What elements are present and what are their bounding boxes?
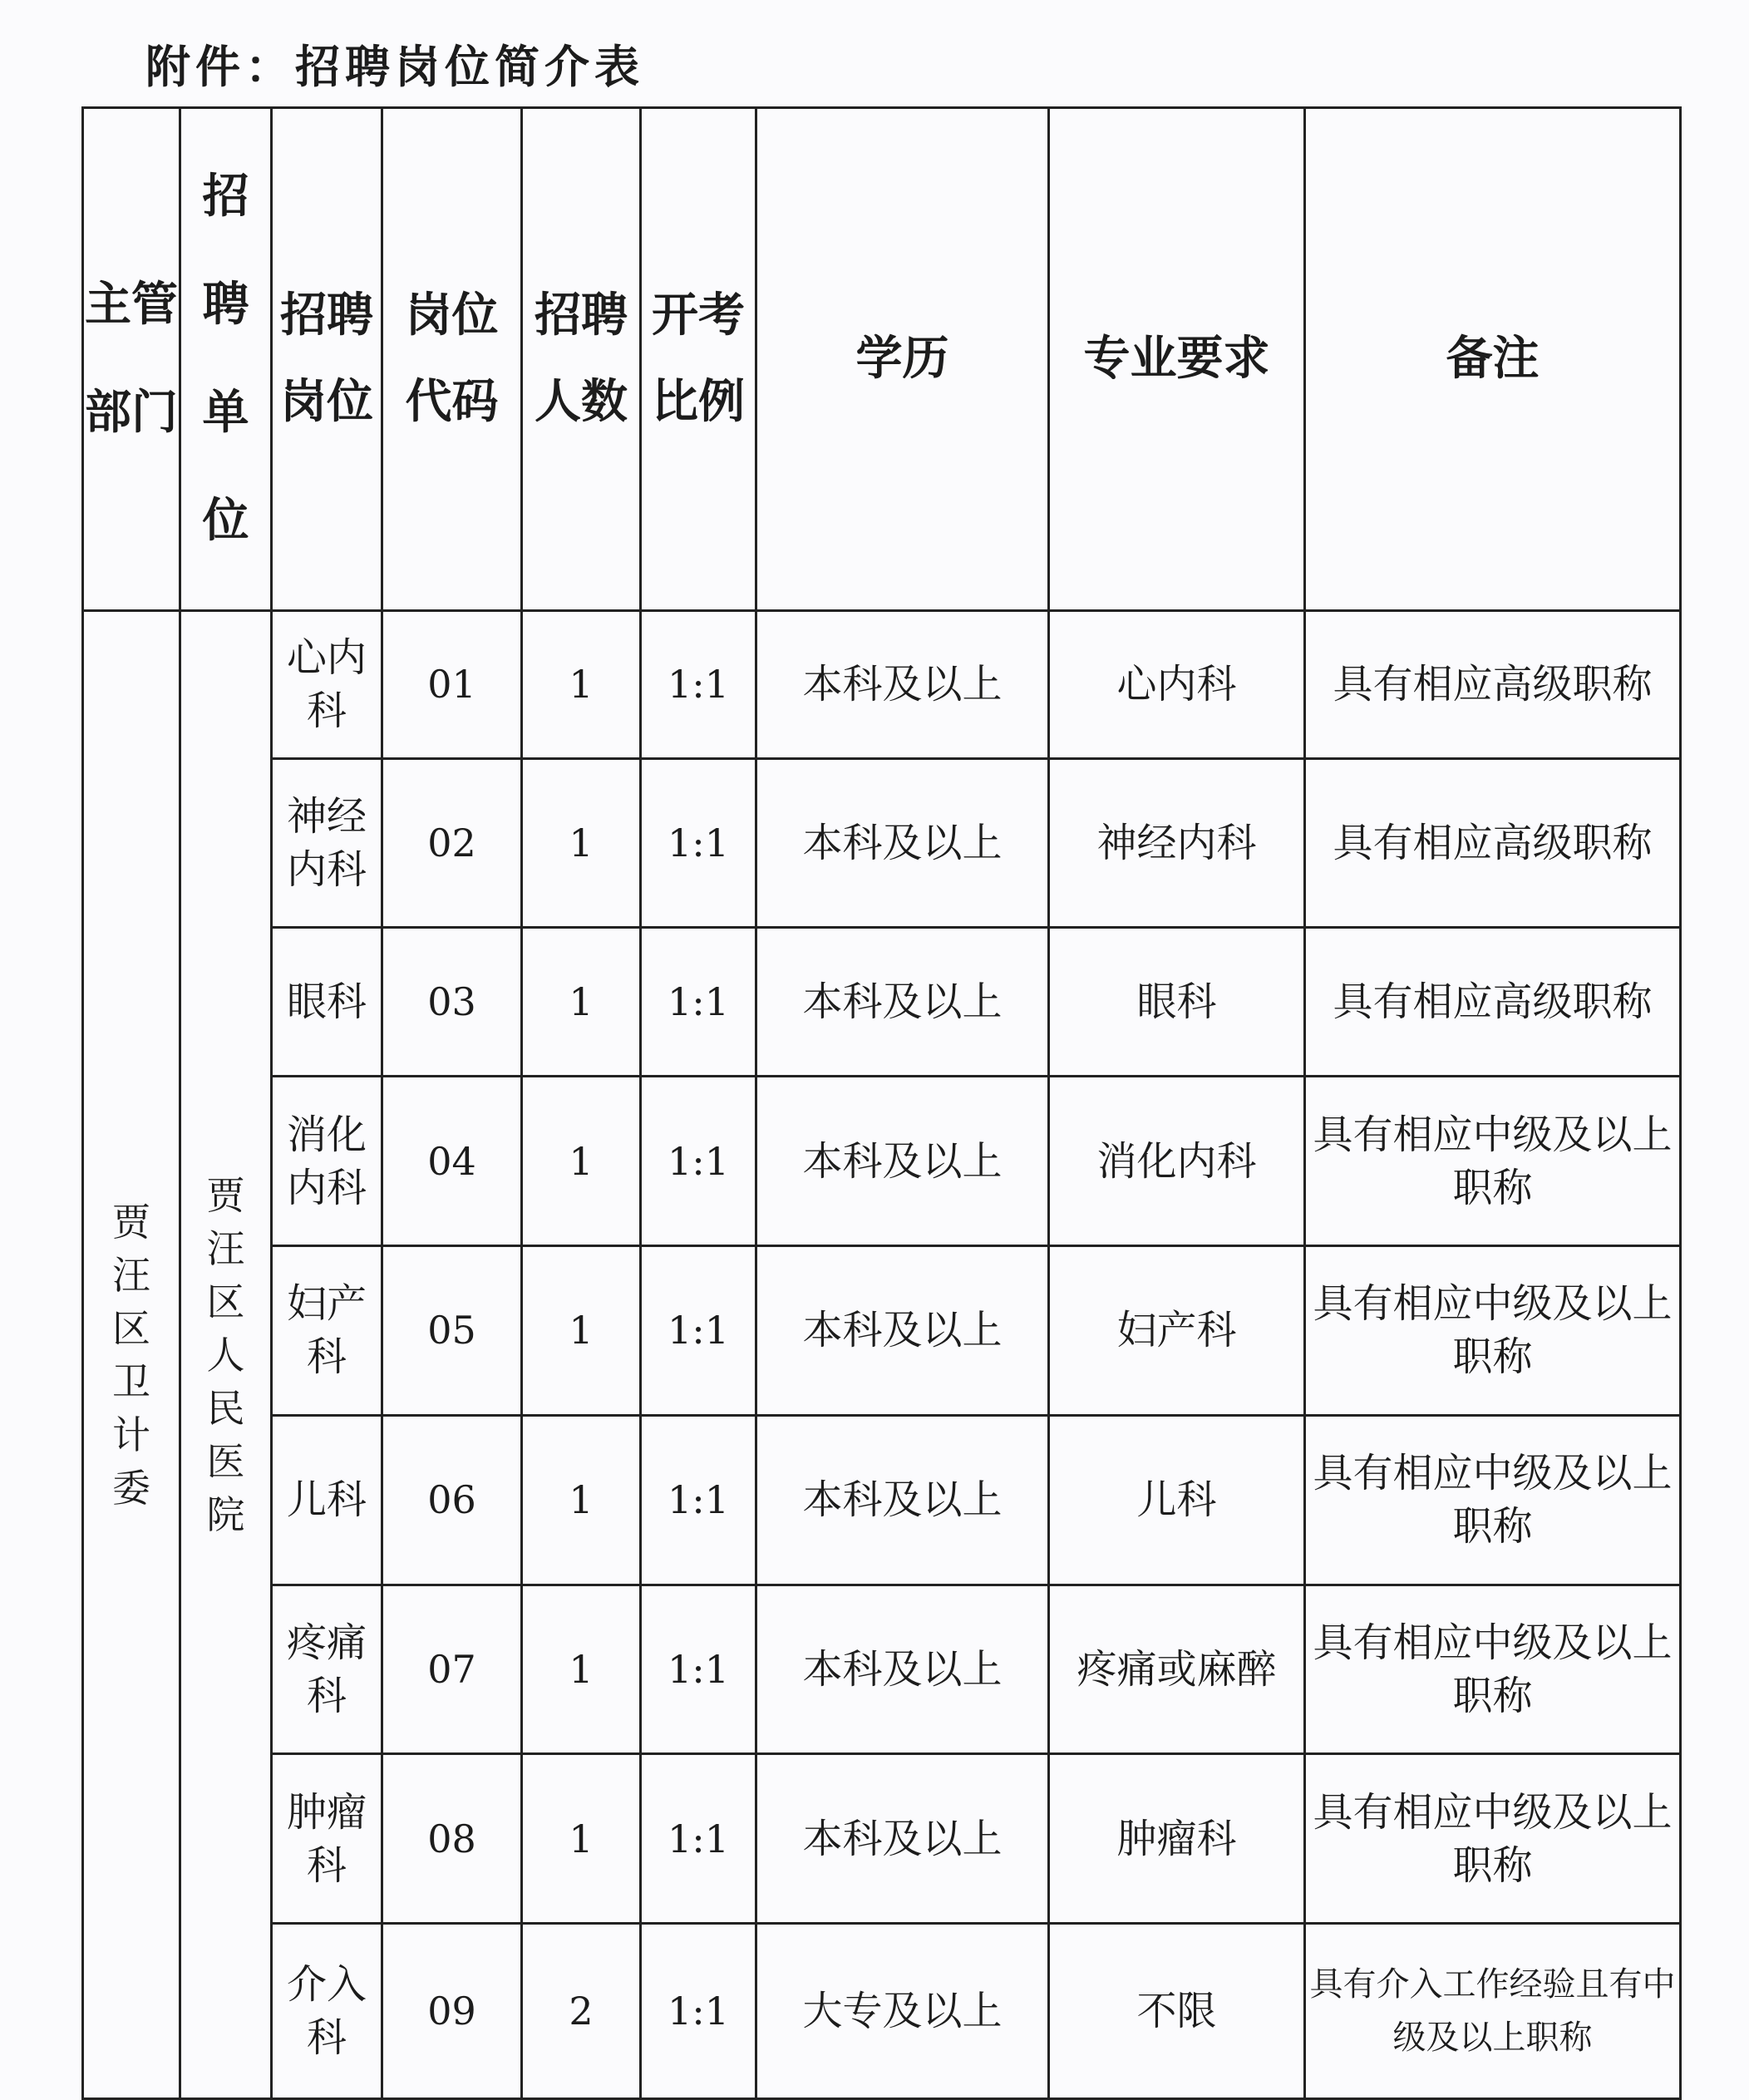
major-cell: 肿瘤科 xyxy=(1049,1754,1305,1924)
note-cell: 具有介入工作经验且有中级及以上职称 xyxy=(1305,1924,1681,2099)
page-title: 附件：招聘岗位简介表 xyxy=(145,41,644,93)
code-cell: 04 xyxy=(382,1077,522,1246)
ratio-cell: 1:1 xyxy=(641,758,756,928)
code-cell: 08 xyxy=(382,1754,522,1924)
count-cell: 1 xyxy=(522,1077,641,1246)
ratio-cell: 1:1 xyxy=(641,1077,756,1246)
code-cell: 01 xyxy=(382,611,522,759)
header-major: 专业要求 xyxy=(1049,108,1305,611)
table-row xyxy=(83,1245,1681,1415)
position-cell: 消化内科 xyxy=(272,1077,382,1246)
unit-value: 贾汪区人民医院 xyxy=(206,1172,245,1537)
major-cell: 妇产科 xyxy=(1049,1245,1305,1415)
header-count: 招聘人数 xyxy=(522,108,641,611)
header-row xyxy=(83,108,1681,611)
count-cell: 2 xyxy=(522,1924,641,2099)
position-cell: 儿科 xyxy=(272,1415,382,1585)
table-row xyxy=(83,1754,1681,1924)
header-department-label: 主管部门 xyxy=(85,278,178,440)
code-cell: 07 xyxy=(382,1585,522,1754)
count-cell: 1 xyxy=(522,1585,641,1754)
education-cell: 本科及以上 xyxy=(756,1415,1049,1585)
header-position: 招聘岗位 xyxy=(272,108,382,611)
position-cell: 妇产科 xyxy=(272,1245,382,1415)
code-cell: 06 xyxy=(382,1415,522,1585)
major-cell: 消化内科 xyxy=(1049,1077,1305,1246)
department-value: 贾汪区卫计委 xyxy=(112,1199,150,1511)
note-cell: 具有相应中级及以上职称 xyxy=(1305,1585,1681,1754)
ratio-cell: 1:1 xyxy=(641,1754,756,1924)
header-education: 学历 xyxy=(756,108,1049,611)
count-cell: 1 xyxy=(522,758,641,928)
table-body xyxy=(83,611,1681,2099)
table-row xyxy=(83,1077,1681,1246)
position-cell: 肿瘤科 xyxy=(272,1754,382,1924)
note-cell: 具有相应中级及以上职称 xyxy=(1305,1245,1681,1415)
count-cell: 1 xyxy=(522,1415,641,1585)
table-row xyxy=(83,1415,1681,1585)
header-department xyxy=(83,108,180,611)
note-cell: 具有相应中级及以上职称 xyxy=(1305,1415,1681,1585)
unit-cell xyxy=(180,611,272,2099)
table-row xyxy=(83,758,1681,928)
education-cell: 本科及以上 xyxy=(756,1585,1049,1754)
count-cell: 1 xyxy=(522,611,641,759)
header-code: 岗位代码 xyxy=(382,108,522,611)
major-cell: 神经内科 xyxy=(1049,758,1305,928)
education-cell: 本科及以上 xyxy=(756,611,1049,759)
table-row xyxy=(83,1585,1681,1754)
major-cell: 儿科 xyxy=(1049,1415,1305,1585)
education-cell: 本科及以上 xyxy=(756,928,1049,1077)
note-cell: 具有相应中级及以上职称 xyxy=(1305,1754,1681,1924)
position-cell: 介入科 xyxy=(272,1924,382,2099)
count-cell: 1 xyxy=(522,1754,641,1924)
ratio-cell: 1:1 xyxy=(641,928,756,1077)
header-unit-label: 招聘单位 xyxy=(202,170,249,548)
header-note: 备注 xyxy=(1305,108,1681,611)
note-cell: 具有相应高级职称 xyxy=(1305,611,1681,759)
count-cell: 1 xyxy=(522,1245,641,1415)
recruitment-table xyxy=(81,106,1682,2100)
ratio-cell: 1:1 xyxy=(641,1415,756,1585)
position-cell: 眼科 xyxy=(272,928,382,1077)
count-cell: 1 xyxy=(522,928,641,1077)
code-cell: 05 xyxy=(382,1245,522,1415)
header-unit xyxy=(180,108,272,611)
position-cell: 神经内科 xyxy=(272,758,382,928)
note-cell: 具有相应中级及以上职称 xyxy=(1305,1077,1681,1246)
table-row xyxy=(83,611,1681,759)
education-cell: 大专及以上 xyxy=(756,1924,1049,2099)
education-cell: 本科及以上 xyxy=(756,1754,1049,1924)
note-cell: 具有相应高级职称 xyxy=(1305,928,1681,1077)
table-row xyxy=(83,928,1681,1077)
ratio-cell: 1:1 xyxy=(641,1245,756,1415)
ratio-cell: 1:1 xyxy=(641,1924,756,2099)
code-cell: 09 xyxy=(382,1924,522,2099)
table-row xyxy=(83,1924,1681,2099)
education-cell: 本科及以上 xyxy=(756,1245,1049,1415)
major-cell: 心内科 xyxy=(1049,611,1305,759)
note-cell: 具有相应高级职称 xyxy=(1305,758,1681,928)
major-cell: 不限 xyxy=(1049,1924,1305,2099)
ratio-cell: 1:1 xyxy=(641,1585,756,1754)
code-cell: 03 xyxy=(382,928,522,1077)
education-cell: 本科及以上 xyxy=(756,1077,1049,1246)
education-cell: 本科及以上 xyxy=(756,758,1049,928)
major-cell: 眼科 xyxy=(1049,928,1305,1077)
position-cell: 疼痛科 xyxy=(272,1585,382,1754)
position-cell: 心内科 xyxy=(272,611,382,759)
ratio-cell: 1:1 xyxy=(641,611,756,759)
department-cell xyxy=(83,611,180,2099)
code-cell: 02 xyxy=(382,758,522,928)
header-ratio: 开考比例 xyxy=(641,108,756,611)
major-cell: 疼痛或麻醉 xyxy=(1049,1585,1305,1754)
